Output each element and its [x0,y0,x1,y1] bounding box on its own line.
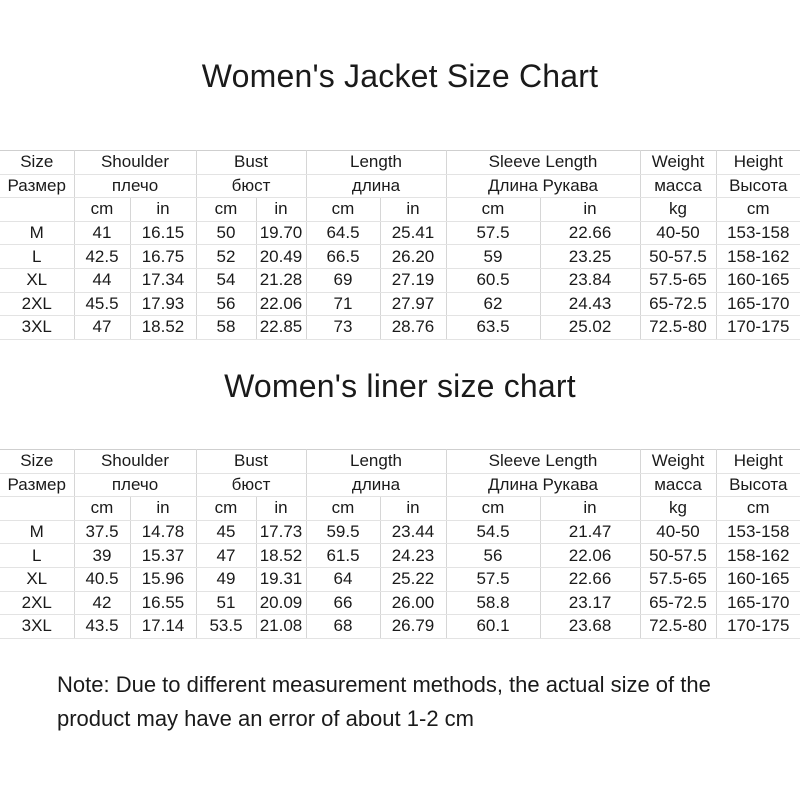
size-label: 2XL [0,292,74,316]
size-label: XL [0,268,74,292]
size-label: M [0,520,74,544]
table-cell: 24.43 [540,292,640,316]
table-cell: 16.55 [130,591,196,615]
table-cell: 45 [196,520,256,544]
table-cell: 153-158 [716,221,800,245]
header-height: Height [716,151,800,175]
table-cell: 50 [196,221,256,245]
table-cell: 58 [196,316,256,340]
unit-cell: in [256,198,306,222]
table-cell: 17.93 [130,292,196,316]
table-cell: 64.5 [306,221,380,245]
header-ru-shoulder: плечо [74,174,196,198]
header-shoulder: Shoulder [74,151,196,175]
header-ru-size: Размер [0,473,74,497]
table-cell: 158-162 [716,245,800,269]
table-cell: 54.5 [446,520,540,544]
table-cell: 69 [306,268,380,292]
table-cell: 42.5 [74,245,130,269]
header-ru-sleeve: Длина Рукава [446,473,640,497]
table-cell: 23.44 [380,520,446,544]
table-cell: 51 [196,591,256,615]
header-bust: Bust [196,151,306,175]
table-cell: 65-72.5 [640,591,716,615]
table-cell: 23.17 [540,591,640,615]
unit-cell: cm [196,198,256,222]
header-weight: Weight [640,151,716,175]
liner-chart-title: Women's liner size chart [224,368,576,404]
table-cell: 19.70 [256,221,306,245]
header-sleeve: Sleeve Length [446,151,640,175]
header-shoulder: Shoulder [74,450,196,474]
table-row [0,221,800,245]
table-cell: 59.5 [306,520,380,544]
units-blank [0,497,74,521]
table-cell: 71 [306,292,380,316]
liner-size-table [0,449,800,639]
units-row [0,198,800,222]
header-ru-size: Размер [0,174,74,198]
table-cell: 153-158 [716,520,800,544]
table-cell: 59 [446,245,540,269]
table-cell: 23.68 [540,615,640,639]
table-cell: 44 [74,268,130,292]
table-cell: 26.00 [380,591,446,615]
table-cell: 22.06 [540,544,640,568]
table-cell: 47 [74,316,130,340]
table-cell: 23.84 [540,268,640,292]
unit-cell: in [256,497,306,521]
table-cell: 17.14 [130,615,196,639]
table-cell: 57.5 [446,221,540,245]
table-cell: 28.76 [380,316,446,340]
table-cell: 53.5 [196,615,256,639]
table-cell: 19.31 [256,567,306,591]
table-cell: 45.5 [74,292,130,316]
table-cell: 22.85 [256,316,306,340]
table-cell: 25.02 [540,316,640,340]
header-length: Length [306,151,446,175]
header-ru-length: длина [306,174,446,198]
unit-cell: cm [74,198,130,222]
header-row-ru [0,174,800,198]
unit-cell: in [540,497,640,521]
table-cell: 72.5-80 [640,615,716,639]
table-cell: 165-170 [716,292,800,316]
unit-cell: cm [716,497,800,521]
header-ru-weight: масса [640,473,716,497]
size-label: 3XL [0,316,74,340]
table-cell: 26.20 [380,245,446,269]
header-ru-weight: масса [640,174,716,198]
table-cell: 21.28 [256,268,306,292]
table-row [0,292,800,316]
table-cell: 21.47 [540,520,640,544]
table-cell: 43.5 [74,615,130,639]
unit-cell: cm [446,198,540,222]
unit-cell: cm [306,497,380,521]
table-cell: 14.78 [130,520,196,544]
table-cell: 17.34 [130,268,196,292]
header-size: Size [0,151,74,175]
table-row [0,615,800,639]
header-bust: Bust [196,450,306,474]
table-cell: 40-50 [640,221,716,245]
table-cell: 16.15 [130,221,196,245]
size-label: 2XL [0,591,74,615]
table-cell: 15.96 [130,567,196,591]
size-label: XL [0,567,74,591]
table-cell: 57.5 [446,567,540,591]
table-cell: 52 [196,245,256,269]
unit-cell: in [540,198,640,222]
table-cell: 18.52 [130,316,196,340]
size-label: L [0,245,74,269]
table-cell: 27.19 [380,268,446,292]
unit-cell: in [380,497,446,521]
table-cell: 20.09 [256,591,306,615]
table-cell: 40-50 [640,520,716,544]
header-ru-height: Высота [716,473,800,497]
note-line-2: product may have an error of about 1-2 cm [57,706,474,731]
unit-cell: cm [74,497,130,521]
table-cell: 170-175 [716,316,800,340]
table-cell: 25.41 [380,221,446,245]
table-row [0,544,800,568]
header-ru-bust: бюст [196,174,306,198]
header-ru-length: длина [306,473,446,497]
units-row [0,497,800,521]
unit-cell: in [130,198,196,222]
table-cell: 66.5 [306,245,380,269]
table-cell: 21.08 [256,615,306,639]
note-line-1: Note: Due to different measurement methods, the actual size of the [57,672,711,697]
table-cell: 58.8 [446,591,540,615]
table-cell: 62 [446,292,540,316]
table-cell: 23.25 [540,245,640,269]
table-row [0,567,800,591]
table-cell: 65-72.5 [640,292,716,316]
table-cell: 64 [306,567,380,591]
table-cell: 39 [74,544,130,568]
header-row-ru [0,473,800,497]
table-cell: 37.5 [74,520,130,544]
table-row [0,520,800,544]
table-cell: 56 [446,544,540,568]
table-cell: 17.73 [256,520,306,544]
table-row [0,591,800,615]
table-cell: 42 [74,591,130,615]
header-length: Length [306,450,446,474]
table-cell: 63.5 [446,316,540,340]
table-cell: 61.5 [306,544,380,568]
units-blank [0,198,74,222]
table-cell: 50-57.5 [640,245,716,269]
table-cell: 20.49 [256,245,306,269]
unit-cell: cm [306,198,380,222]
header-size: Size [0,450,74,474]
header-sleeve: Sleeve Length [446,450,640,474]
table-cell: 57.5-65 [640,567,716,591]
table-cell: 66 [306,591,380,615]
unit-cell: cm [446,497,540,521]
table-cell: 26.79 [380,615,446,639]
unit-cell: in [380,198,446,222]
unit-cell: in [130,497,196,521]
table-cell: 18.52 [256,544,306,568]
table-cell: 15.37 [130,544,196,568]
table-cell: 40.5 [74,567,130,591]
size-label: 3XL [0,615,74,639]
header-weight: Weight [640,450,716,474]
table-cell: 22.66 [540,567,640,591]
table-cell: 57.5-65 [640,268,716,292]
table-cell: 24.23 [380,544,446,568]
table-cell: 47 [196,544,256,568]
table-cell: 50-57.5 [640,544,716,568]
table-cell: 41 [74,221,130,245]
table-cell: 60.1 [446,615,540,639]
jacket-chart-title: Women's Jacket Size Chart [201,58,599,94]
header-row [0,450,800,474]
table-cell: 73 [306,316,380,340]
header-ru-shoulder: плечо [74,473,196,497]
jacket-size-table [0,150,800,340]
table-cell: 165-170 [716,591,800,615]
table-cell: 54 [196,268,256,292]
table-cell: 158-162 [716,544,800,568]
table-cell: 16.75 [130,245,196,269]
table-cell: 56 [196,292,256,316]
header-row [0,151,800,175]
table-cell: 22.06 [256,292,306,316]
size-label: L [0,544,74,568]
table-cell: 27.97 [380,292,446,316]
table-cell: 22.66 [540,221,640,245]
table-cell: 170-175 [716,615,800,639]
header-ru-sleeve: Длина Рукава [446,174,640,198]
table-cell: 49 [196,567,256,591]
header-ru-bust: бюст [196,473,306,497]
unit-cell: cm [196,497,256,521]
unit-cell: kg [640,497,716,521]
table-cell: 68 [306,615,380,639]
measurement-note [57,668,787,736]
unit-cell: kg [640,198,716,222]
table-cell: 160-165 [716,268,800,292]
size-label: M [0,221,74,245]
table-cell: 72.5-80 [640,316,716,340]
table-row [0,316,800,340]
header-height: Height [716,450,800,474]
table-cell: 160-165 [716,567,800,591]
table-row [0,245,800,269]
header-ru-height: Высота [716,174,800,198]
unit-cell: cm [716,198,800,222]
table-row [0,268,800,292]
table-cell: 25.22 [380,567,446,591]
table-cell: 60.5 [446,268,540,292]
